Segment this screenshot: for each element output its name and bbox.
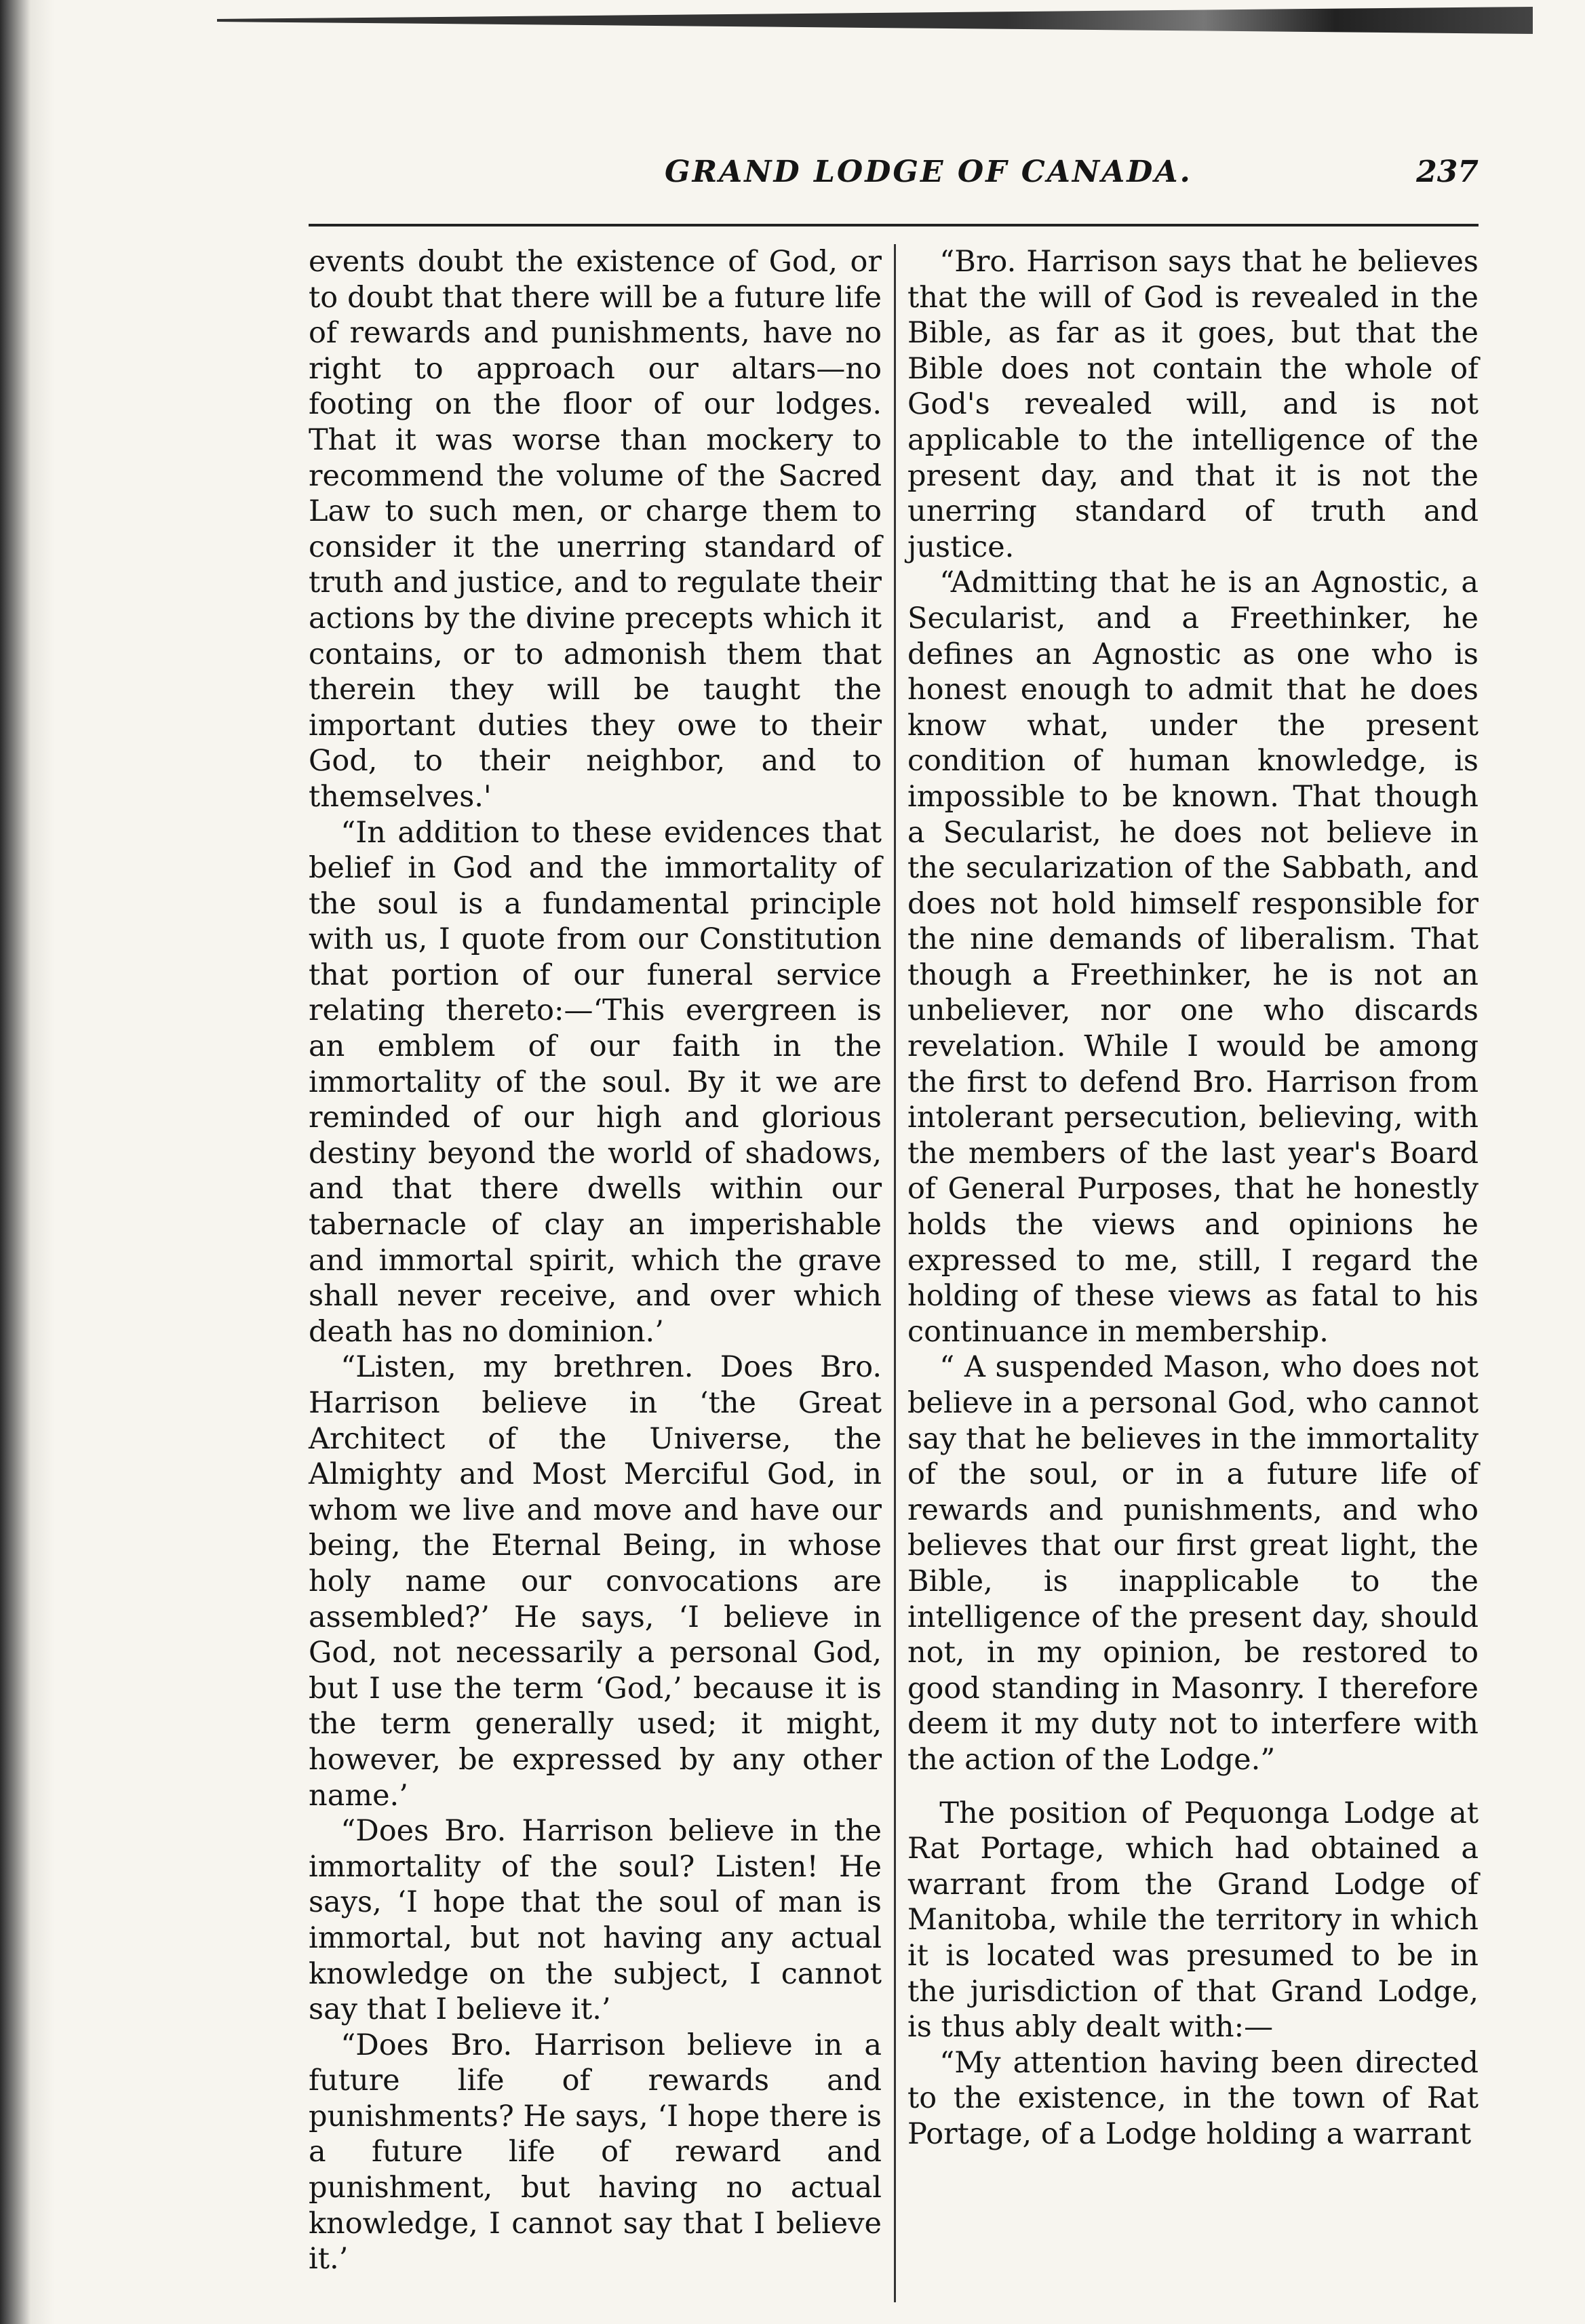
binding-edge xyxy=(0,0,54,2324)
paragraph: “Admitting that he is an Agnostic, a Secularist, and a Freethinker, he defines an Agnostic as one who is honest enough to admit that he does know what, under the present condition of human knowledge, is impossible to be known. That though a Secularist, he does not believe in the secularization of the Sabbath, and does not hold himself responsible for the nine demands of liberalism. That though a Freethinker, he is not an unbeliever, nor one who discards revelation. While I would be among the first to defend Bro. Harrison from intolerant persecution, believing, with the members of the last year's Board of General Purposes, that he honestly holds the views and opinions he expressed to me, still, I regard the holding of these views as fatal to his continuance in membership. xyxy=(907,566,1479,1349)
column-divider xyxy=(894,244,896,2302)
paragraph: “Does Bro. Harrison believe in a future life of rewards and punishments? He says, ‘I hope there is a future life of reward and punishment, but having no actual knowledge, I cannot say that I believe it.’ xyxy=(309,2028,882,2277)
paragraph: “Listen, my brethren. Does Bro. Harrison believe in ‘the Great Architect of the Universe, the Almighty and Most Merciful God, in whom we live and move and have our being, the Eternal Being, in whose holy name our convocations are assembled?’ He says, ‘I believe in God, not necessarily a personal God, but I use the term ‘God,’ because it is the term generally used; it might, however, be expressed by any other name.’ xyxy=(309,1350,882,1813)
page-number: 237 xyxy=(1416,155,1479,189)
paragraph: The position of Pequonga Lodge at Rat Portage, which had obtained a warrant from the Grand Lodge of Manitoba, while the territory in which it is located was presumed to be in the jurisdiction of that Grand Lodge, is thus ably dealt with:— xyxy=(907,1796,1479,2045)
paragraph: “In addition to these evidences that belief in God and the immortality of the soul is a fundamental principle with us, I quote from our Constitution that portion of our funeral service relating thereto:—‘This evergreen is an emblem of our faith in the immortality of the soul. By it we are reminded of our high and glorious destiny beyond the world of shadows, and that there dwells within our tabernacle of clay an imperishable and immortal spirit, which the grave shall never receive, and over which death has no dominion.’ xyxy=(309,815,882,1349)
paragraph: “My attention having been directed to the existence, in the town of Rat Portage, of a Lodge holding a warrant xyxy=(907,2045,1479,2151)
header-rule xyxy=(309,224,1479,227)
left-column xyxy=(309,244,882,2277)
paragraph: “ A suspended Mason, who does not believe in a personal God, who cannot say that he believes in the immortality of the soul, or in a future life of rewards and punishments, and who believes that our first great light, the Bible, is inapplicable to the intelligence of the present day, should not, in my opinion, be restored to good standing in Masonry. I therefore deem it my duty not to interfere with the action of the Lodge.” xyxy=(907,1350,1479,1777)
paragraph: events doubt the existence of God, or to doubt that there will be a future life of rewards and punishments, have no right to approach our altars—no footing on the floor of our lodges. That it was worse than mockery to recommend the volume of the Sacred Law to such men, or charge them to consider it the unerring standard of truth and justice, and to regulate their actions by the divine precepts which it contains, or to admonish them that therein they will be taught the important duties they owe to their God, to their neighbor, and to themselves.' xyxy=(309,245,882,814)
scan-artifact-bar xyxy=(217,7,1533,34)
paragraph: “Bro. Harrison says that he believes that the will of God is revealed in the Bible, as far as it goes, but that the Bible does not contain the whole of God's revealed will, and is not applicable to the intelligence of the present day, and that it is not the unerring standard of truth and justice. xyxy=(907,245,1479,564)
paragraph: “Does Bro. Harrison believe in the immortality of the soul? Listen! He says, ‘I hope that the soul of man is immortal, but not having any actual knowledge on the subject, I cannot say that I believe it.’ xyxy=(309,1814,882,2027)
right-column xyxy=(907,244,1479,2152)
running-title: GRAND LODGE OF CANADA. xyxy=(665,155,1192,189)
running-head xyxy=(312,155,1479,216)
